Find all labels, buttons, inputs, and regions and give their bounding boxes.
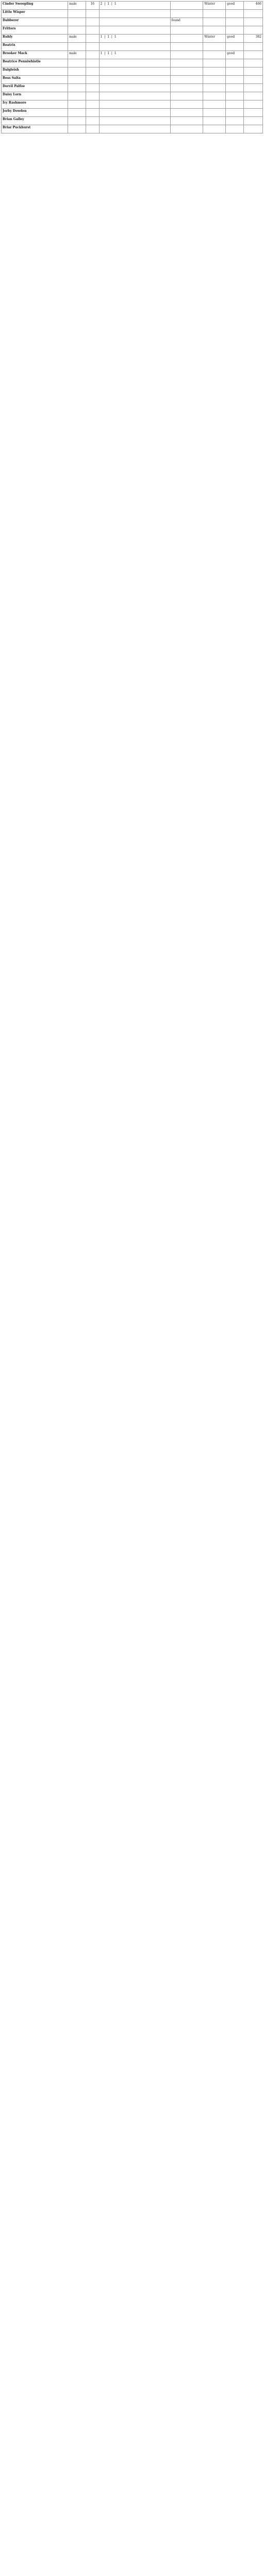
entry-age: [86, 35, 99, 43]
entry-grade: [226, 43, 244, 51]
entry-age: [86, 92, 99, 100]
entry-season: [203, 109, 226, 117]
entry-ticks: 2 | 1 | 1: [99, 2, 170, 10]
entry-ticks: [99, 76, 170, 84]
register-row: [2, 125, 263, 133]
entry-grade: [226, 109, 244, 117]
entry-status: [170, 100, 203, 109]
entry-name: Brooker Mack: [2, 51, 68, 59]
register-row: [2, 2, 263, 10]
entry-age: [86, 125, 99, 133]
entry-age: [86, 67, 99, 76]
entry-status: [170, 10, 203, 18]
entry-name: Jorby Dowden: [2, 109, 68, 117]
entry-number: [243, 109, 262, 117]
entry-age: [86, 26, 99, 35]
entry-sex: [68, 117, 86, 125]
register-row: [2, 10, 263, 18]
entry-sex: [68, 18, 86, 26]
entry-number: [243, 26, 262, 35]
entry-age: [86, 117, 99, 125]
entry-number: [243, 10, 262, 18]
register-row: [2, 35, 263, 43]
entry-name: Brian Galley: [2, 117, 68, 125]
register-row: [2, 67, 263, 76]
entry-sex: [68, 109, 86, 117]
entry-grade: [226, 84, 244, 92]
entry-status: [170, 117, 203, 125]
register-row: [2, 59, 263, 67]
entry-grade: good: [226, 35, 244, 43]
entry-status: [170, 43, 203, 51]
entry-ticks: [99, 18, 170, 26]
entry-name: Dalgleish: [2, 67, 68, 76]
entry-name: Daisy Lorn: [2, 92, 68, 100]
register-row: [2, 92, 263, 100]
entry-sex: [68, 10, 86, 18]
entry-age: [86, 100, 99, 109]
register-row: [2, 43, 263, 51]
entry-season: [203, 92, 226, 100]
entry-grade: [226, 92, 244, 100]
entry-ticks: [99, 92, 170, 100]
entry-grade: [226, 76, 244, 84]
register-body: [2, 2, 263, 133]
entry-sex: [68, 84, 86, 92]
entry-ticks: [99, 59, 170, 67]
register-row: [2, 76, 263, 84]
entry-number: [243, 92, 262, 100]
entry-season: [203, 43, 226, 51]
entry-number: [243, 18, 262, 26]
entry-status: [170, 26, 203, 35]
register-row: [2, 26, 263, 35]
register-row: [2, 18, 263, 26]
entry-status: [170, 35, 203, 43]
register-page: [1, 0, 263, 133]
entry-number: [243, 125, 262, 133]
entry-ticks: [99, 84, 170, 92]
entry-number: [243, 43, 262, 51]
entry-sex: [68, 26, 86, 35]
entry-sex: [68, 59, 86, 67]
entry-grade: good: [226, 2, 244, 10]
entry-status: [170, 109, 203, 117]
entry-age: [86, 10, 99, 18]
entry-ticks: [99, 43, 170, 51]
entry-name: Cinder Swoopling: [2, 2, 68, 10]
entry-ticks: [99, 109, 170, 117]
register-row: [2, 84, 263, 92]
register-row: [2, 117, 263, 125]
entry-age: [86, 59, 99, 67]
entry-status: [170, 84, 203, 92]
entry-number: [243, 117, 262, 125]
entry-age: [86, 76, 99, 84]
entry-sex: [68, 100, 86, 109]
entry-age: [86, 18, 99, 26]
entry-age: [86, 43, 99, 51]
entry-number: [243, 59, 262, 67]
entry-name: Beatrix: [2, 43, 68, 51]
register-row: [2, 109, 263, 117]
entry-sex: male: [68, 51, 86, 59]
entry-sex: male: [68, 35, 86, 43]
entry-name: Dervil Palfoe: [2, 84, 68, 92]
entry-season: [203, 125, 226, 133]
entry-status: [170, 92, 203, 100]
entry-ticks: 1 | 1 | 1: [99, 51, 170, 59]
entry-season: [203, 26, 226, 35]
entry-name: Dabberer: [2, 18, 68, 26]
entry-season: [203, 10, 226, 18]
entry-grade: [226, 59, 244, 67]
entry-age: [86, 84, 99, 92]
entry-status: found: [170, 18, 203, 26]
entry-status: [170, 2, 203, 10]
entry-name: Beatrice Penniwhistle: [2, 59, 68, 67]
entry-grade: [226, 67, 244, 76]
entry-status: [170, 125, 203, 133]
entry-grade: [226, 125, 244, 133]
entry-number: [243, 67, 262, 76]
entry-season: [203, 84, 226, 92]
entry-name: Little Wisper: [2, 10, 68, 18]
entry-age: 16: [86, 2, 99, 10]
entry-name: Fritters: [2, 26, 68, 35]
entry-age: [86, 109, 99, 117]
entry-ticks: [99, 26, 170, 35]
entry-sex: [68, 43, 86, 51]
entry-grade: [226, 18, 244, 26]
entry-season: [203, 67, 226, 76]
entry-season: [203, 100, 226, 109]
entry-number: 466: [243, 2, 262, 10]
entry-grade: good: [226, 51, 244, 59]
entry-status: [170, 59, 203, 67]
entry-number: [243, 100, 262, 109]
entry-season: Winter: [203, 35, 226, 43]
entry-name: Ivy Rashmore: [2, 100, 68, 109]
entry-ticks: [99, 125, 170, 133]
entry-status: [170, 76, 203, 84]
entry-grade: [226, 10, 244, 18]
entry-season: [203, 51, 226, 59]
entry-number: 382: [243, 35, 262, 43]
entry-ticks: [99, 67, 170, 76]
entry-grade: [226, 117, 244, 125]
register-row: [2, 51, 263, 59]
entry-sex: [68, 67, 86, 76]
entry-name: Briar Puckhurst: [2, 125, 68, 133]
entry-season: [203, 59, 226, 67]
entry-ticks: [99, 10, 170, 18]
entry-grade: [226, 100, 244, 109]
entry-season: Winter: [203, 2, 226, 10]
entry-ticks: 1 | 1 | 1: [99, 35, 170, 43]
entry-number: [243, 51, 262, 59]
register-table: [1, 1, 263, 133]
entry-sex: male: [68, 2, 86, 10]
entry-ticks: [99, 100, 170, 109]
entry-number: [243, 84, 262, 92]
entry-name: Bess Salta: [2, 76, 68, 84]
entry-number: [243, 76, 262, 84]
entry-grade: [226, 26, 244, 35]
entry-sex: [68, 92, 86, 100]
entry-ticks: [99, 117, 170, 125]
entry-status: [170, 51, 203, 59]
entry-sex: [68, 76, 86, 84]
entry-age: [86, 51, 99, 59]
entry-sex: [68, 125, 86, 133]
entry-name: Ruhly: [2, 35, 68, 43]
entry-status: [170, 67, 203, 76]
entry-season: [203, 76, 226, 84]
entry-season: [203, 117, 226, 125]
entry-season: [203, 18, 226, 26]
register-row: [2, 100, 263, 109]
